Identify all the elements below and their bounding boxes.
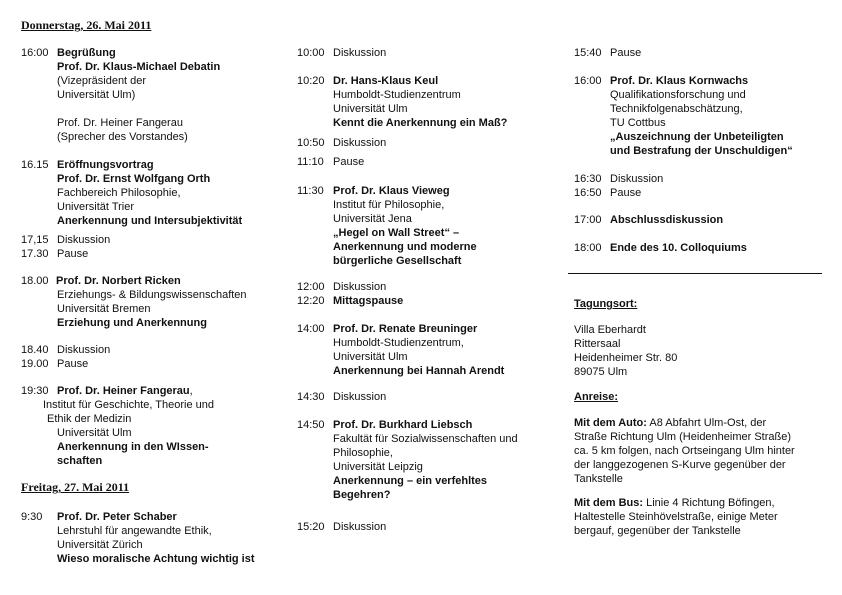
session-time: 18.00 bbox=[21, 275, 49, 287]
punctuation: , bbox=[189, 385, 193, 397]
session-time: 11:10 bbox=[297, 156, 324, 168]
session-title: Dr. Hans-Klaus Keul bbox=[333, 75, 439, 87]
session-line: TU Cottbus bbox=[610, 117, 666, 129]
session-time: 11:30 bbox=[297, 185, 324, 197]
session-title: Begrüßung bbox=[57, 47, 116, 59]
session-line: Pause bbox=[610, 187, 642, 199]
travel-car-line: der langgezogenen S-Kurve gegenüber der bbox=[574, 459, 786, 471]
session-time: 16:00 bbox=[574, 75, 602, 87]
session-line: Universität Bremen bbox=[57, 303, 151, 315]
session-time: 19.00 bbox=[21, 358, 49, 370]
session-title: Prof. Dr. Klaus-Michael Debatin bbox=[57, 61, 221, 73]
travel-car-line: Straße Richtung Ulm (Heidenheimer Straße) bbox=[574, 431, 792, 443]
day-heading-friday: Freitag, 27. Mai 2011 bbox=[21, 480, 130, 494]
session-line: (Vizepräsident der bbox=[57, 75, 147, 87]
travel-bus-line bbox=[574, 496, 775, 510]
session-line: Institut für Philosophie, bbox=[333, 199, 445, 211]
speaker-name: Prof. Dr. Heiner Fangerau bbox=[57, 385, 190, 397]
session-title: „Auszeichnung der Unbeteiligten bbox=[610, 131, 784, 143]
travel-bus-line: bergauf, gegenüber der Tankstelle bbox=[574, 525, 741, 537]
travel-bus-label: Mit dem Bus: bbox=[574, 497, 644, 509]
session-line: Institut für Geschichte, Theorie und bbox=[43, 399, 214, 411]
session-line: Diskussion bbox=[57, 344, 111, 356]
session-time: 14:30 bbox=[297, 391, 325, 403]
session-line: Pause bbox=[610, 47, 642, 59]
session-title: Prof. Dr. Renate Breuninger bbox=[333, 323, 478, 335]
session-title: Erziehung und Anerkennung bbox=[57, 317, 207, 329]
session-line: Diskussion bbox=[333, 281, 387, 293]
session-time: 9:30 bbox=[21, 511, 43, 523]
session-line: Lehrstuhl für angewandte Ethik, bbox=[57, 525, 212, 537]
venue-line: 89075 Ulm bbox=[574, 366, 628, 378]
session-time: 19:30 bbox=[21, 385, 49, 397]
divider bbox=[568, 273, 822, 274]
session-title: Abschlussdiskussion bbox=[610, 214, 724, 226]
travel-car-label: Mit dem Auto: bbox=[574, 417, 647, 429]
session-line: Prof. Dr. Heiner Fangerau bbox=[57, 117, 183, 129]
session-time: 17.30 bbox=[21, 248, 49, 260]
session-time: 15:40 bbox=[574, 47, 602, 59]
session-line: Diskussion bbox=[333, 47, 387, 59]
session-time: 10:50 bbox=[297, 137, 325, 149]
session-title: „Hegel on Wall Street“ – bbox=[333, 227, 460, 239]
session-line bbox=[57, 384, 193, 398]
session-line: Universität Ulm bbox=[57, 427, 132, 439]
session-time: 16.15 bbox=[21, 159, 49, 171]
session-time: 14:50 bbox=[297, 419, 325, 431]
travel-bus-line: Haltestelle Steinhövelstraße, einige Meter bbox=[574, 511, 778, 523]
session-line: Philosophie, bbox=[333, 447, 393, 459]
session-title: schaften bbox=[57, 455, 103, 467]
session-time: 14:00 bbox=[297, 323, 325, 335]
session-line: Diskussion bbox=[333, 521, 387, 533]
session-line: Universität Zürich bbox=[57, 539, 143, 551]
session-line: Ethik der Medizin bbox=[47, 413, 132, 425]
session-time: 12:20 bbox=[297, 295, 325, 307]
venue-line: Rittersaal bbox=[574, 338, 621, 350]
session-title: Wieso moralische Achtung wichtig ist bbox=[57, 553, 255, 565]
session-title: Anerkennung und moderne bbox=[333, 241, 477, 253]
session-line: Diskussion bbox=[610, 173, 664, 185]
session-title: Eröffnungsvortrag bbox=[57, 159, 154, 171]
session-line: Diskussion bbox=[333, 137, 387, 149]
travel-bus-text: Linie 4 Richtung Böfingen, bbox=[643, 497, 775, 509]
session-time: 12:00 bbox=[297, 281, 325, 293]
session-line: Humboldt-Studienzentrum, bbox=[333, 337, 464, 349]
session-time: 17:00 bbox=[574, 214, 602, 226]
session-title: Kennt die Anerkennung ein Maß? bbox=[333, 117, 508, 129]
session-line: Universität Ulm) bbox=[57, 89, 136, 101]
session-title: Prof. Dr. Klaus Vieweg bbox=[333, 185, 450, 197]
session-line: Diskussion bbox=[57, 234, 111, 246]
venue-line: Villa Eberhardt bbox=[574, 324, 646, 336]
session-line: Diskussion bbox=[333, 391, 387, 403]
session-title: Prof. Dr. Norbert Ricken bbox=[56, 275, 181, 287]
session-line: Universität Leipzig bbox=[333, 461, 423, 473]
venue-heading: Tagungsort: bbox=[574, 298, 638, 310]
session-line: Pause bbox=[333, 156, 365, 168]
session-title: Mittagspause bbox=[333, 295, 404, 307]
session-time: 18:00 bbox=[574, 242, 602, 254]
day-heading-thursday: Donnerstag, 26. Mai 2011 bbox=[21, 18, 152, 32]
session-line: Technikfolgenabschätzung, bbox=[610, 103, 743, 115]
session-line: Humboldt-Studienzentrum bbox=[333, 89, 461, 101]
session-time: 10:00 bbox=[297, 47, 325, 59]
session-title: Anerkennung in den WIssen- bbox=[57, 441, 209, 453]
session-time: 16:30 bbox=[574, 173, 602, 185]
travel-heading: Anreise: bbox=[574, 391, 619, 403]
venue-line: Heidenheimer Str. 80 bbox=[574, 352, 678, 364]
session-line: Fachbereich Philosophie, bbox=[57, 187, 181, 199]
session-title: bürgerliche Gesellschaft bbox=[333, 255, 462, 267]
session-title: Prof. Dr. Peter Schaber bbox=[57, 511, 177, 523]
session-time: 10:20 bbox=[297, 75, 325, 87]
session-title: Prof. Dr. Ernst Wolfgang Orth bbox=[57, 173, 211, 185]
session-line: Universität Jena bbox=[333, 213, 412, 225]
session-line: Universität Trier bbox=[57, 201, 135, 213]
session-title: Begehren? bbox=[333, 489, 391, 501]
session-time: 16:00 bbox=[21, 47, 49, 59]
session-line: Qualifikationsforschung und bbox=[610, 89, 746, 101]
session-title: Prof. Dr. Klaus Kornwachs bbox=[610, 75, 749, 87]
session-title: Anerkennung bei Hannah Arendt bbox=[333, 365, 505, 377]
session-time: 15:20 bbox=[297, 521, 325, 533]
session-title: und Bestrafung der Unschuldigen“ bbox=[610, 145, 793, 157]
travel-car-line bbox=[574, 416, 766, 430]
session-title: Ende des 10. Colloquiums bbox=[610, 242, 747, 254]
travel-car-line: Tankstelle bbox=[574, 473, 623, 485]
session-title: Anerkennung – ein verfehltes bbox=[333, 475, 488, 487]
session-title: Anerkennung und Intersubjektivität bbox=[57, 215, 243, 227]
session-line: Pause bbox=[57, 248, 89, 260]
session-time: 18.40 bbox=[21, 344, 49, 356]
travel-car-line: ca. 5 km folgen, nach Ortseingang Ulm hinter bbox=[574, 445, 795, 457]
session-line: Universität Ulm bbox=[333, 103, 408, 115]
session-title: Prof. Dr. Burkhard Liebsch bbox=[333, 419, 473, 431]
session-line: Fakultät für Sozialwissenschaften und bbox=[333, 433, 518, 445]
session-line: Erziehungs- & Bildungswissenschaften bbox=[57, 289, 247, 301]
session-time: 17,15 bbox=[21, 234, 49, 246]
session-line: Pause bbox=[57, 358, 89, 370]
session-time: 16:50 bbox=[574, 187, 602, 199]
session-line: (Sprecher des Vorstandes) bbox=[57, 131, 188, 143]
travel-car-text: A8 Abfahrt Ulm-Ost, der bbox=[646, 417, 767, 429]
session-line: Universität Ulm bbox=[333, 351, 408, 363]
